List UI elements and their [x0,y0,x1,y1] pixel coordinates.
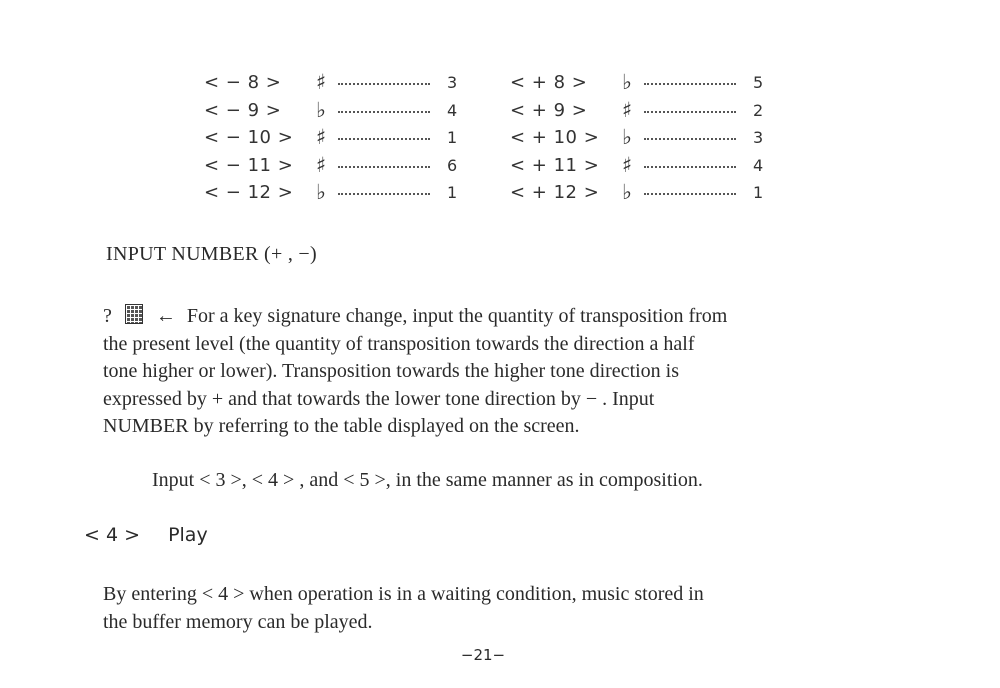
accidental-symbol: ♭ [622,180,632,204]
dot-leader [338,160,430,168]
accidental-symbol: ♭ [622,70,632,94]
table-row [510,98,770,126]
accidental-symbol: ♯ [316,70,327,94]
dot-leader [644,132,736,140]
transposition-code: < + 8 > [510,72,588,93]
accidental-count: 3 [447,73,458,92]
table-row [204,125,464,153]
table-row [204,98,464,126]
table-row [510,125,770,153]
dot-leader [644,77,736,85]
accidental-symbol: ♯ [316,152,327,177]
transposition-code: < + 12 > [510,182,600,203]
accidental-symbol: ♭ [316,97,326,122]
page-number: −21− [460,646,506,664]
accidental-count: 4 [447,100,458,120]
block-cursor-icon [125,304,143,324]
accidental-count: 1 [753,183,764,202]
prompt-text-line: For a key signature change, input the quantity of transposition from [186,305,728,327]
accidental-symbol: ♭ [622,125,632,149]
section-title: Play [168,524,208,546]
dot-leader [338,187,430,195]
transposition-code: < − 10 > [204,127,294,148]
table-row [510,70,770,98]
table-row [204,70,464,98]
dot-leader [644,187,736,195]
accidental-symbol: ♭ [316,180,326,204]
table-row [510,180,770,208]
accidental-count: 3 [753,128,764,147]
accidental-symbol: ♯ [622,97,633,122]
transposition-table-plus [510,70,770,208]
dot-leader [644,105,736,113]
accidental-count: 6 [447,155,458,175]
prompt-text-line: expressed by + and that towards the lower tone direction by − . Input [103,387,655,410]
accidental-count: 5 [753,73,764,92]
transposition-code: < − 9 > [204,99,282,121]
dot-leader [338,77,430,85]
section-number: < 4 > [84,524,141,546]
input-instruction: Input < 3 >, < 4 > , and < 5 >, in the same manner as in composition. [152,469,703,491]
accidental-count: 1 [447,183,458,202]
table-row [510,153,770,181]
accidental-count: 2 [753,100,764,120]
accidental-count: 4 [753,155,764,175]
prompt-text-line: the present level (the quantity of transposition towards the direction a half [103,332,695,355]
table-row [204,153,464,181]
prompt-first-line [103,303,903,331]
transposition-code: < + 11 > [510,154,600,176]
play-description [103,580,903,636]
body-text-line: the buffer memory can be played. [103,611,373,633]
accidental-symbol: ♯ [622,152,633,177]
transposition-table-minus [204,70,464,208]
transposition-code: < + 10 > [510,127,600,148]
transposition-code: < + 9 > [510,99,588,121]
question-mark: ? [103,305,112,327]
prompt-paragraph [103,303,903,441]
transposition-code: < − 11 > [204,154,294,176]
dot-leader [338,132,430,140]
transposition-code: < − 8 > [204,72,282,93]
accidental-count: 1 [447,128,458,147]
dot-leader [644,160,736,168]
dot-leader [338,105,430,113]
section-heading [84,524,208,546]
input-number-heading: INPUT NUMBER (+ , −) [106,243,317,265]
left-arrow-icon: ← [155,305,176,327]
transposition-code: < − 12 > [204,182,294,203]
table-row [204,180,464,208]
prompt-text-line: NUMBER by referring to the table displayed on the screen. [103,415,580,437]
accidental-symbol: ♯ [316,125,327,149]
prompt-text-line: tone higher or lower). Transposition towards the higher tone direction is [103,360,680,382]
body-text-line: By entering < 4 > when operation is in a waiting condition, music stored in [103,583,704,605]
